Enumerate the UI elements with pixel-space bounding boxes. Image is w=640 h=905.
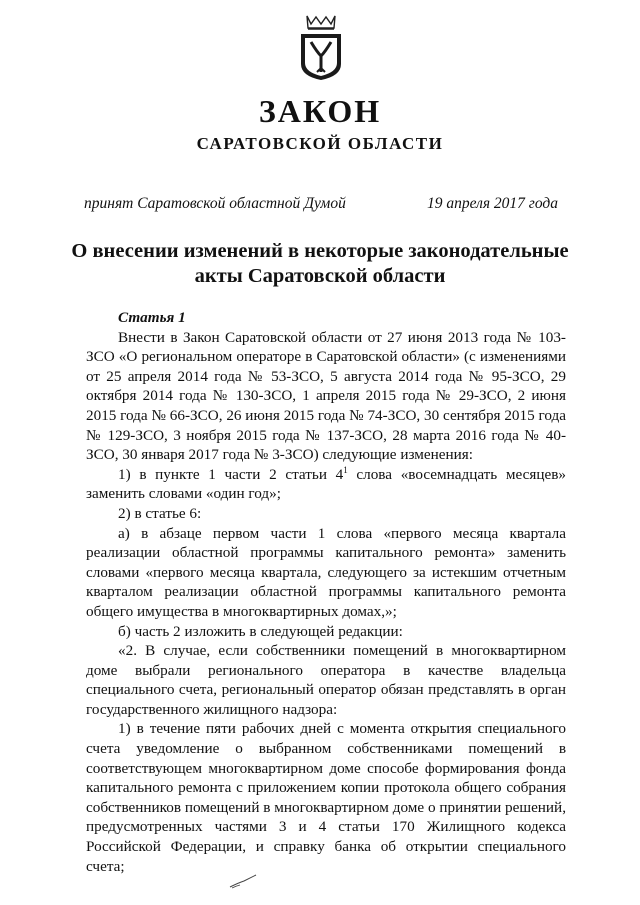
article-intro-paragraph: Внести в Закон Саратовской области от 27 июня 2013 года № 103-ЗСО «О региональном операторе в Саратовской области» (с изменениями от 25 апреля 2014 года № 53-ЗСО, 5 августа 2014 года № 95-ЗСО, 29 октября 2014 года № 130-ЗСО, 1 апреля 2015 года № 29-ЗСО, 2 июня 2015 года № 66-ЗСО, 26 июня 2015 года № 74-ЗСО, 30 сентября 2015 года № 129-ЗСО, 3 ноября 2015 года № 137-ЗСО, 28 марта 2016 года № 40-ЗСО, 30 января 2017 года № 3-ЗСО) следующие изменения: [86, 328, 566, 464]
document-heading [60, 239, 580, 289]
region-subtitle: САРАТОВСКОЙ ОБЛАСТИ [196, 134, 444, 153]
adoption-date: 19 апреля 2017 года [426, 195, 558, 212]
coat-of-arms-icon [297, 12, 345, 82]
item2a-paragraph: а) в абзаце первом части 1 слова «первого месяца квартала реализации областной программы капитального ремонта» заменить словами «первого месяца квартала, следующего за истекшим отчетным кварталом реализации областной программы капитального ремонта общего имущества в многоквартирных домах,»; [86, 524, 566, 620]
quote-item1-paragraph: 1) в течение пяти рабочих дней с момента открытия специального счета уведомление о выбранном собственниками помещений в соответствующем многоквартирном доме способе формирования фонда капитального ремонта с приложением копии протокола общего собрания собственников помещений в многоквартирном доме о принятии решений, предусмотренных частями 3 и 4 статьи 170 Жилищного кодекса Российской Федерации, и справку банка об открытии специального счета; [86, 720, 566, 875]
document-body [86, 308, 566, 876]
document-heading-line1: О внесении изменений в некоторые законодательные [71, 240, 569, 262]
item1-text-before: 1) в пункте 1 части 2 статьи 4 [118, 465, 344, 483]
item2b-paragraph: б) часть 2 изложить в следующей редакции: [118, 622, 403, 640]
adopted-by-line: принят Саратовской областной Думой [84, 195, 346, 212]
item1-paragraph [86, 465, 566, 504]
article-heading: Статья 1 [118, 309, 186, 326]
item1-text-after: слова «восемнадцать месяцев» заменить словами «один год»; [86, 465, 567, 503]
item2-paragraph: 2) в статье 6: [118, 504, 202, 522]
document-type-title: ЗАКОН [258, 93, 382, 129]
pen-mark-icon [228, 873, 258, 889]
item1-superscript: 1 [343, 464, 348, 475]
quote-part2-paragraph: «2. В случае, если собственники помещений в многоквартирном доме выбрали регионального оператора в качестве владельца специального счета, региональный оператор обязан представлять в орган государственного жилищного надзора: [86, 642, 566, 718]
document-heading-line2: акты Саратовской области [194, 265, 446, 287]
